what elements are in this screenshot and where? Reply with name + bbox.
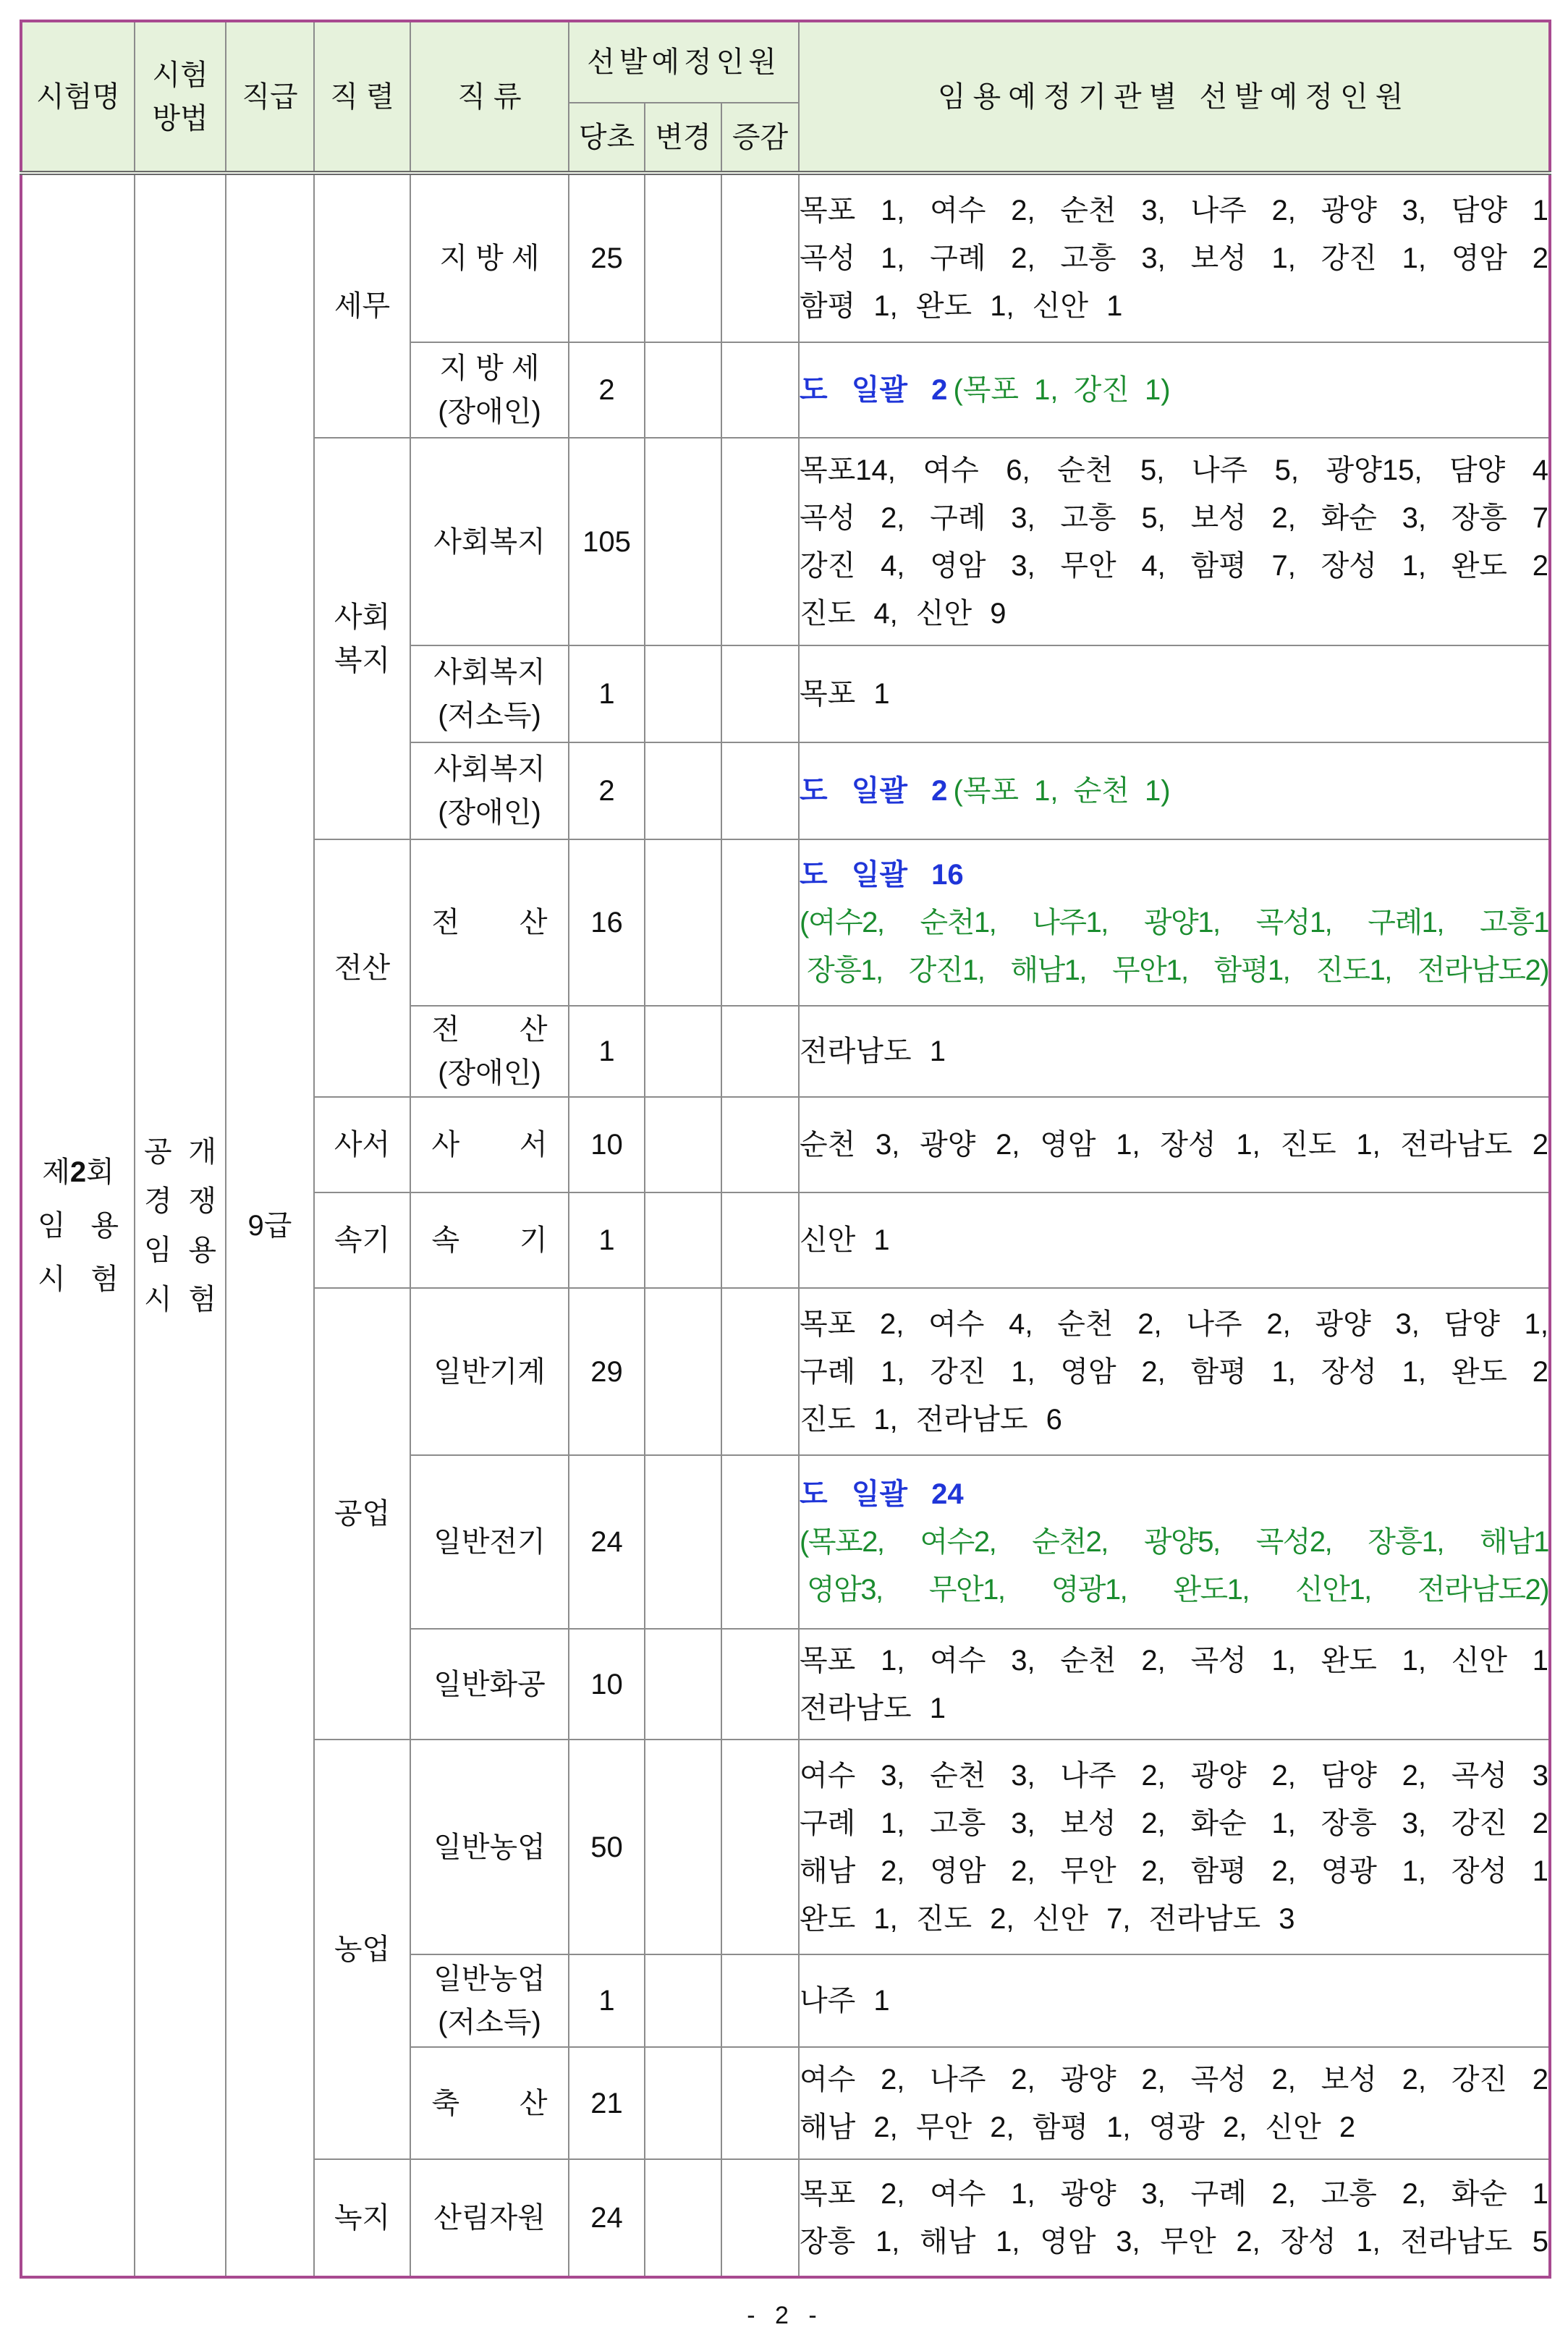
header-exam-method-line: 방법 [152, 102, 208, 135]
series-label: 농업 [334, 1933, 391, 1965]
class-label: 지 방 세 [439, 352, 540, 384]
agency-quota-cell [799, 173, 1550, 342]
quota-changed-cell [645, 1006, 721, 1097]
quota-changed-cell [645, 1455, 721, 1629]
class-label: 전 산 [431, 1014, 548, 1046]
bulk-detail: (목포2, 여수2, 순천2, 광양5, 곡성2, 장흥1, 해남1 [800, 1526, 1549, 1558]
series-label: 사서 [334, 1129, 391, 1161]
quota-diff-cell [721, 438, 799, 645]
bulk-detail: (여수2, 순천1, 나주1, 광양1, 곡성1, 구례1, 고흥1 [800, 907, 1549, 939]
agency-quota-cell [799, 1629, 1550, 1740]
series-label: 속기 [334, 1224, 391, 1256]
class-label: 사 서 [431, 1129, 548, 1161]
agency-line: 전라남도 1 [800, 1692, 946, 1724]
quota-diff-cell [721, 173, 799, 342]
quota-diff-cell [721, 645, 799, 742]
series-cell [314, 173, 410, 438]
exam-name-cell [21, 173, 135, 2277]
agency-line: 순천 3, 광양 2, 영암 1, 장성 1, 진도 1, 전라남도 2 [800, 1129, 1549, 1161]
header-quota: 선발예정인원 [569, 21, 799, 103]
class-cell [410, 1006, 569, 1097]
agency-line: 전라남도 1 [800, 1035, 946, 1067]
class-cell [410, 1954, 569, 2047]
quota-changed-cell [645, 1288, 721, 1455]
quota-original-cell: 1 [569, 645, 645, 742]
quota-changed-cell [645, 1192, 721, 1288]
quota-changed-cell [645, 1629, 721, 1740]
agency-quota-cell [799, 1455, 1550, 1629]
class-label: 축 산 [431, 2087, 548, 2119]
quota-changed-cell [645, 173, 721, 342]
agency-line: 목포 1, 여수 3, 순천 2, 곡성 1, 완도 1, 신안 1 [800, 1644, 1549, 1677]
quota-original-cell: 50 [569, 1740, 645, 1954]
class-label: 일반농업 [433, 1963, 546, 1995]
class-cell [410, 1288, 569, 1455]
class-label: 일반기계 [433, 1355, 546, 1388]
agency-quota-cell [799, 839, 1550, 1006]
quota-diff-cell [721, 1455, 799, 1629]
class-label: 일반농업 [433, 1831, 546, 1863]
quota-original-cell: 2 [569, 342, 645, 438]
exam-method-line: 경 쟁 [144, 1185, 216, 1217]
quota-changed-cell [645, 2159, 721, 2277]
quota-original-cell: 25 [569, 173, 645, 342]
agency-line: 함평 1, 완도 1, 신안 1 [800, 290, 1123, 322]
quota-changed-cell [645, 2047, 721, 2159]
class-label: 속 기 [431, 1224, 548, 1256]
agency-line: 목포 1 [800, 678, 890, 710]
bulk-quota: 도 일괄 16 [800, 859, 964, 891]
series-cell [314, 438, 410, 839]
quota-changed-cell [645, 839, 721, 1006]
class-cell [410, 173, 569, 342]
quota-original-cell: 2 [569, 742, 645, 839]
quota-changed-cell [645, 438, 721, 645]
class-label: 산림자원 [433, 2202, 546, 2234]
quota-original-cell: 10 [569, 1097, 645, 1192]
class-sublabel: (장애인) [438, 797, 541, 829]
quota-changed-cell [645, 742, 721, 839]
class-cell [410, 1192, 569, 1288]
series-cell [314, 839, 410, 1097]
series-cell [314, 2159, 410, 2277]
bulk-quota: 도 일괄 2 [800, 775, 948, 807]
class-sublabel: (장애인) [438, 396, 541, 428]
agency-line: 강진 4, 영암 3, 무안 4, 함평 7, 장성 1, 완도 2 [800, 549, 1549, 582]
bulk-detail: (목포 1, 강진 1) [953, 374, 1171, 406]
quota-diff-cell [721, 839, 799, 1006]
agency-line: 진도 1, 전라남도 6 [800, 1403, 1062, 1436]
quota-original-cell: 24 [569, 1455, 645, 1629]
header-grade: 직급 [226, 21, 314, 173]
header-series: 직 렬 [314, 21, 410, 173]
quota-diff-cell [721, 1192, 799, 1288]
class-cell [410, 1740, 569, 1954]
quota-diff-cell [721, 1954, 799, 2047]
header-exam-name: 시험명 [21, 21, 135, 173]
quota-changed-cell [645, 1097, 721, 1192]
agency-line: 여수 3, 순천 3, 나주 2, 광양 2, 담양 2, 곡성 3 [800, 1759, 1549, 1792]
agency-quota-cell [799, 438, 1550, 645]
agency-line: 해남 2, 무안 2, 함평 1, 영광 2, 신안 2 [800, 2111, 1356, 2143]
series-label: 복지 [334, 644, 391, 677]
table-header [21, 21, 1550, 173]
page-number: - 2 - [747, 2302, 821, 2329]
grade-cell: 9급 [226, 173, 314, 2277]
class-cell [410, 1097, 569, 1192]
agency-line: 진도 4, 신안 9 [800, 597, 1007, 630]
quota-diff-cell [721, 1097, 799, 1192]
agency-line: 구례 1, 강진 1, 영암 2, 함평 1, 장성 1, 완도 2 [800, 1355, 1549, 1388]
quota-diff-cell [721, 1288, 799, 1455]
agency-line: 나주 1 [800, 1985, 890, 2017]
quota-diff-cell [721, 2159, 799, 2277]
exam-round [22, 1145, 134, 1199]
series-label: 녹지 [334, 2202, 391, 2234]
class-cell [410, 742, 569, 839]
agency-line: 곡성 2, 구례 3, 고흥 5, 보성 2, 화순 3, 장흥 7 [800, 501, 1549, 534]
agency-quota-cell [799, 2047, 1550, 2159]
agency-quota-cell [799, 1954, 1550, 2047]
header-quota-original: 당초 [569, 103, 645, 173]
quota-original-cell: 105 [569, 438, 645, 645]
class-label: 사회복지 [433, 525, 546, 558]
class-label: 일반화공 [433, 1668, 546, 1700]
agency-line: 완도 1, 진도 2, 신안 7, 전라남도 3 [800, 1902, 1295, 1935]
quota-diff-cell [721, 342, 799, 438]
class-label: 사회복지 [433, 753, 546, 785]
agency-line: 구례 1, 고흥 3, 보성 2, 화순 1, 장흥 3, 강진 2 [800, 1807, 1549, 1839]
series-cell [314, 1740, 410, 2159]
header-quota-diff: 증감 [721, 103, 799, 173]
agency-quota-cell [799, 1740, 1550, 1954]
series-label: 사회 [334, 601, 391, 633]
agency-quota-cell [799, 1288, 1550, 1455]
class-cell [410, 2159, 569, 2277]
agency-line [800, 767, 1548, 815]
class-sublabel: (장애인) [438, 1057, 541, 1089]
recruitment-quota-table [20, 20, 1551, 2279]
quota-changed-cell [645, 342, 721, 438]
series-label: 공업 [334, 1498, 391, 1530]
quota-original-cell: 1 [569, 1006, 645, 1097]
class-cell [410, 839, 569, 1006]
agency-line [800, 1470, 1548, 1518]
bulk-quota: 도 일괄 2 [800, 374, 948, 406]
agency-line: 목포14, 여수 6, 순천 5, 나주 5, 광양15, 담양 4 [800, 454, 1549, 486]
exam-name-line: 임 용 [38, 1209, 119, 1242]
agency-quota-cell [799, 2159, 1550, 2277]
exam-round-number: 2 [69, 1156, 87, 1188]
agency-quota-cell [799, 1192, 1550, 1288]
exam-method-cell [135, 173, 226, 2277]
class-cell [410, 645, 569, 742]
agency-quota-cell [799, 742, 1550, 839]
agency-line: 목포 1, 여수 2, 순천 3, 나주 2, 광양 3, 담양 1 [800, 195, 1549, 226]
header-agency-quota: 임용예정기관별 선발예정인원 [799, 21, 1550, 173]
exam-method-line: 임 용 [144, 1234, 216, 1266]
table-row [21, 173, 1550, 342]
quota-original-cell: 29 [569, 1288, 645, 1455]
agency-quota-cell [799, 342, 1550, 438]
agency-line [800, 851, 1548, 899]
header-exam-method [135, 21, 226, 173]
quota-diff-cell [721, 1740, 799, 1954]
class-cell [410, 1455, 569, 1629]
bulk-quota: 도 일괄 24 [800, 1478, 964, 1510]
class-cell [410, 342, 569, 438]
agency-line: 곡성 1, 구례 2, 고흥 3, 보성 1, 강진 1, 영암 2 [800, 242, 1549, 274]
quota-original-cell: 16 [569, 839, 645, 1006]
class-label: 지 방 세 [439, 242, 540, 274]
header-exam-method-line: 시험 [152, 59, 208, 91]
exam-method-line: 공 개 [144, 1135, 216, 1168]
quota-original-cell: 10 [569, 1629, 645, 1740]
class-label: 사회복지 [433, 656, 546, 688]
agency-line: 신안 1 [800, 1224, 890, 1256]
class-sublabel: (저소득) [438, 2007, 541, 2038]
header-class: 직 류 [410, 21, 569, 173]
header-row-1 [21, 21, 1550, 103]
bulk-detail: (목포 1, 순천 1) [953, 775, 1171, 807]
series-cell [314, 1097, 410, 1192]
agency-quota-cell [799, 1097, 1550, 1192]
agency-quota-cell [799, 645, 1550, 742]
quota-original-cell: 21 [569, 2047, 645, 2159]
exam-round-prefix: 제 [42, 1156, 70, 1188]
table-body [21, 173, 1550, 2277]
quota-diff-cell [721, 1006, 799, 1097]
agency-quota-cell [799, 1006, 1550, 1097]
quota-diff-cell [721, 1629, 799, 1740]
agency-line: 장흥 1, 해남 1, 영암 3, 무안 2, 장성 1, 전라남도 5 [800, 2226, 1549, 2258]
header-quota-changed: 변경 [645, 103, 721, 173]
class-cell [410, 438, 569, 645]
series-label: 세무 [334, 290, 391, 322]
quota-changed-cell [645, 1740, 721, 1954]
agency-line: 목포 2, 여수 4, 순천 2, 나주 2, 광양 3, 담양 1, [800, 1308, 1549, 1340]
quota-changed-cell [645, 1954, 721, 2047]
class-label: 일반전기 [433, 1526, 546, 1558]
series-label: 전산 [334, 952, 391, 984]
agency-line: 해남 2, 영암 2, 무안 2, 함평 2, 영광 1, 장성 1 [800, 1855, 1549, 1887]
exam-method-line: 시 험 [144, 1283, 216, 1315]
quota-changed-cell [645, 645, 721, 742]
bulk-detail: 영암3, 무안1, 영광1, 완도1, 신안1, 전라남도2) [807, 1574, 1549, 1606]
class-label: 전 산 [431, 907, 548, 939]
class-cell [410, 1629, 569, 1740]
quota-original-cell: 24 [569, 2159, 645, 2277]
agency-line [800, 366, 1548, 414]
quota-original-cell: 1 [569, 1954, 645, 2047]
exam-round-suffix: 회 [86, 1156, 114, 1188]
quota-original-cell: 1 [569, 1192, 645, 1288]
series-cell [314, 1192, 410, 1288]
agency-line: 여수 2, 나주 2, 광양 2, 곡성 2, 보성 2, 강진 2 [800, 2063, 1549, 2096]
class-sublabel: (저소득) [438, 700, 541, 732]
bulk-detail: 장흥1, 강진1, 해남1, 무안1, 함평1, 진도1, 전라남도2) [807, 954, 1549, 986]
class-cell [410, 2047, 569, 2159]
series-cell [314, 1288, 410, 1740]
exam-name-line: 시 험 [38, 1263, 119, 1295]
quota-diff-cell [721, 2047, 799, 2159]
agency-line: 목포 2, 여수 1, 광양 3, 구례 2, 고흥 2, 화순 1 [800, 2178, 1549, 2210]
quota-diff-cell [721, 742, 799, 839]
